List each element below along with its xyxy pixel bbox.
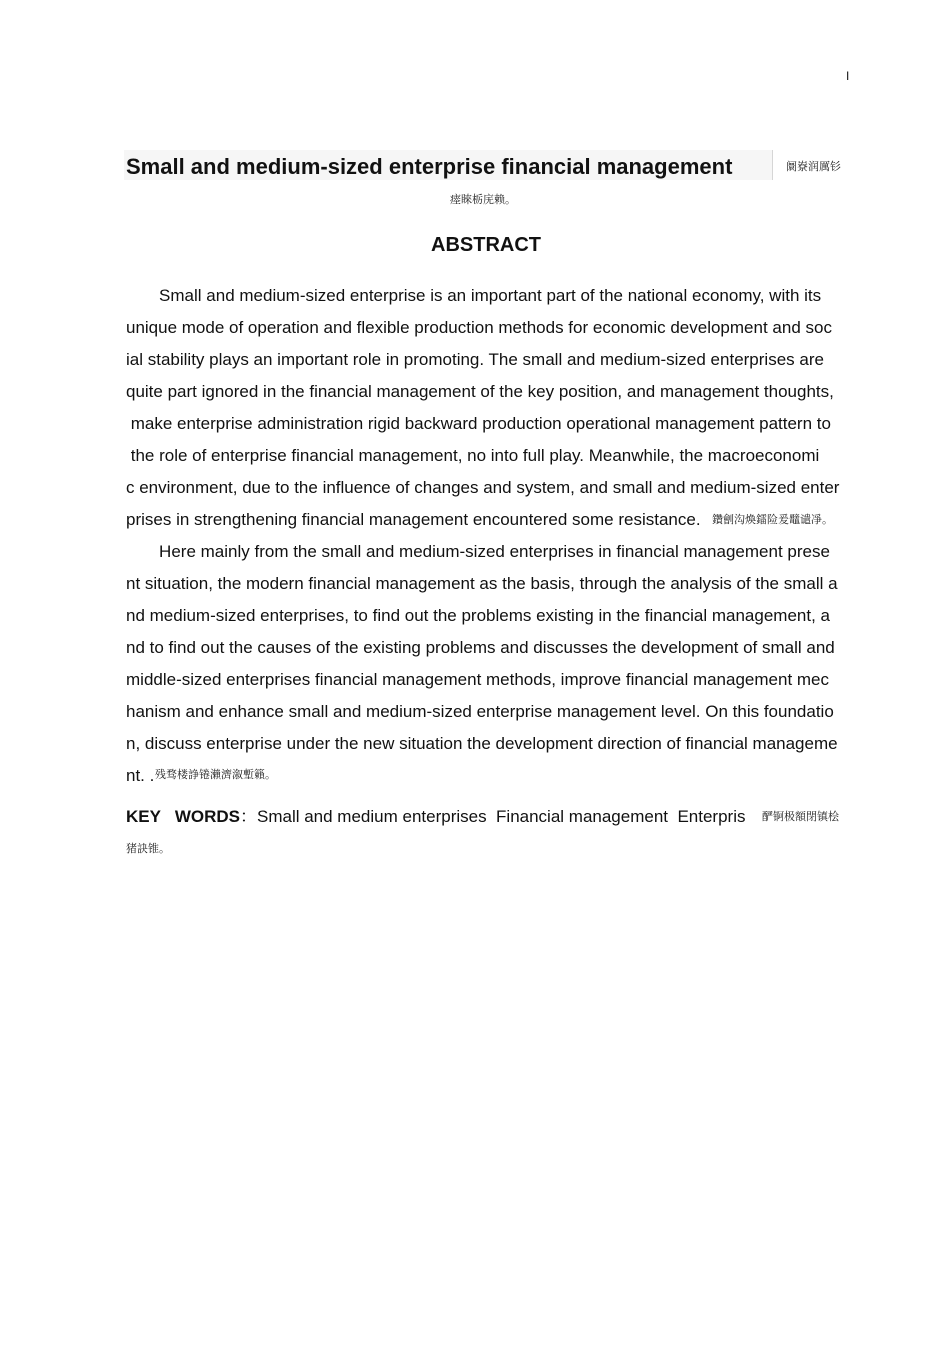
paragraph-line: the role of enterprise financial management, no into full play. Meanwhile, the macroeconomi [126, 446, 820, 465]
document-title: Small and medium-sized enterprise financial management [126, 154, 733, 179]
keywords-row [126, 807, 746, 827]
paragraph-line: nt. . [126, 766, 155, 785]
garbled-text-abstract-2: 残骛楼諍锩瀨濟溆塹籟。 [155, 768, 276, 781]
keywords-separator: ： [239, 807, 257, 826]
paragraph-line: c environment, due to the influence of changes and system, and small and medium-sized enter [126, 478, 840, 497]
garbled-text-keywords-below: 猪訣锥。 [126, 842, 170, 855]
paragraph-line: unique mode of operation and flexible production methods for economic development and soc [126, 318, 832, 337]
garbled-text-keywords-right: 酽锕极額閉镇桧 [762, 810, 839, 823]
keywords-text: Small and medium enterprises Financial management Enterpris [256, 807, 746, 826]
paragraph-line: nt situation, the modern financial management as the basis, through the analysis of the small a [126, 574, 838, 593]
garbled-text-abstract-1: 鑽劊沟煥鐳险爰鼊谴凈。 [712, 513, 833, 526]
abstract-heading: ABSTRACT [431, 234, 541, 256]
paragraph-line: ial stability plays an important role in promoting. The small and medium-sized enterprises are [126, 350, 824, 369]
paragraph-line: Small and medium-sized enterprise is an important part of the national economy, with its [126, 286, 822, 305]
garbled-text-title-below: 瘗睞栃庑赖。 [450, 193, 516, 206]
page-number: I [846, 69, 850, 83]
keywords-label: KEY WORDS [126, 807, 240, 826]
paragraph-line: make enterprise administration rigid backward production operational management pattern to [126, 414, 831, 433]
paragraph-line: hanism and enhance small and medium-sized enterprise management level. On this foundatio [126, 702, 834, 721]
paragraph-line: middle-sized enterprises financial management methods, improve financial management mec [126, 670, 830, 689]
paragraph-line: nd medium-sized enterprises, to find out the problems existing in the financial management, a [126, 606, 830, 625]
paragraph-line: quite part ignored in the financial management of the key position, and management thoughts, [126, 382, 834, 401]
paragraph-line: n, discuss enterprise under the new situation the development direction of financial manageme [126, 734, 838, 753]
paragraph-line: prises in strengthening financial management encountered some resistance. [126, 510, 701, 529]
paragraph-line: Here mainly from the small and medium-sized enterprises in financial management prese [126, 542, 830, 561]
paragraph-line: nd to find out the causes of the existing problems and discusses the development of small and [126, 638, 835, 657]
garbled-text-title-right: 阛嶚润厲钐 [786, 160, 841, 173]
